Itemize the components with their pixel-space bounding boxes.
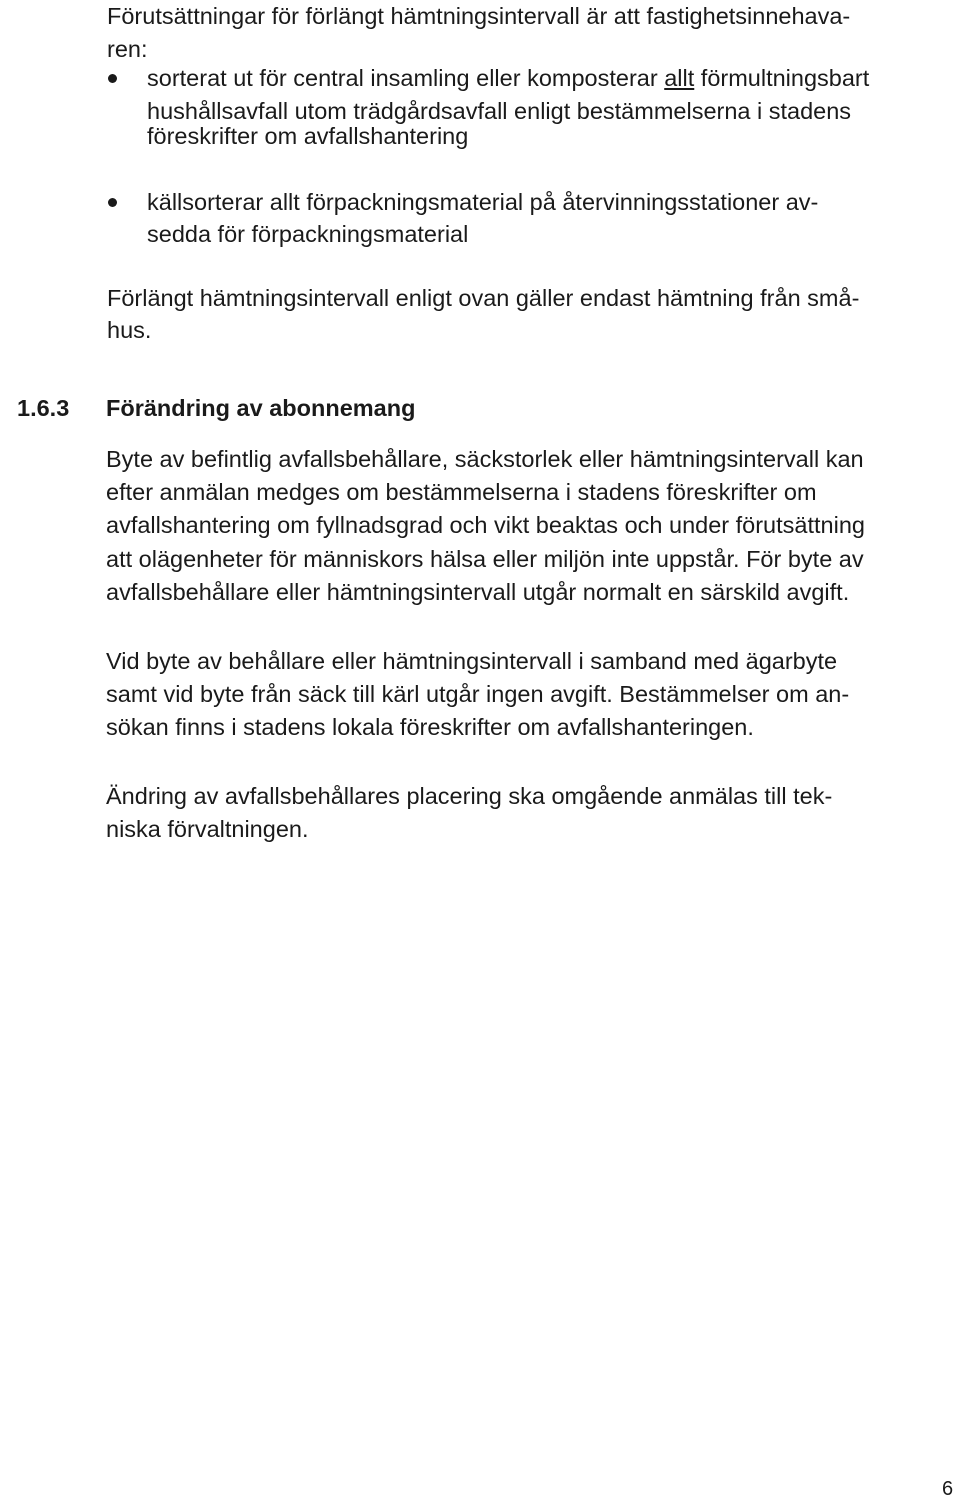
section-title: Förändring av abonnemang <box>106 395 416 421</box>
bullet-1-underlined-word: allt <box>664 65 695 91</box>
paragraph-1-line-5: avfallsbehållare eller hämtningsintervall utgår normalt en särskild avgift. <box>106 579 850 605</box>
bullet-1-line-1a: sorterat ut för central insamling eller komposterar <box>147 65 665 91</box>
bullet-1-line-1 <box>147 62 869 95</box>
paragraph-2-line-3: sökan finns i stadens lokala föreskrifter om avfallshanteringen. <box>106 714 754 740</box>
bullet-dot-icon <box>108 74 117 83</box>
note-line-1: Förlängt hämtningsintervall enligt ovan gäller endast hämtning från små- <box>107 285 860 311</box>
paragraph-3-line-1: Ändring av avfallsbehållares placering ska omgående anmälas till tek- <box>106 783 833 809</box>
intro-line-2: ren: <box>107 36 148 62</box>
note-line-2: hus. <box>107 317 152 343</box>
paragraph-1-line-1: Byte av befintlig avfallsbehållare, säckstorlek eller hämtningsintervall kan <box>106 446 864 472</box>
bullet-dot-icon <box>108 198 117 207</box>
paragraph-2-line-1: Vid byte av behållare eller hämtningsintervall i samband med ägarbyte <box>106 648 838 674</box>
bullet-1-line-2: hushållsavfall utom trädgårdsavfall enligt bestämmelserna i stadens <box>147 98 852 124</box>
intro-line-1: Förutsättningar för förlängt hämtningsintervall är att fastighetsinnehava- <box>107 3 851 29</box>
bullet-1-line-1c: förmultningsbart <box>694 65 870 91</box>
bullet-1-line-3: föreskrifter om avfallshantering <box>147 123 469 149</box>
paragraph-2-line-2: samt vid byte från säck till kärl utgår ingen avgift. Bestämmelser om an- <box>106 681 850 707</box>
paragraph-1-line-2: efter anmälan medges om bestämmelserna i stadens föreskrifter om <box>106 479 817 505</box>
section-number: 1.6.3 <box>17 395 70 421</box>
bullet-2-line-1: källsorterar allt förpackningsmaterial på återvinningsstationer av- <box>147 189 819 215</box>
paragraph-1-line-3: avfallshantering om fyllnadsgrad och vikt beaktas och under förutsättning <box>106 512 865 538</box>
page-number: 6 <box>942 1478 954 1500</box>
paragraph-1-line-4: att olägenheter för människors hälsa eller miljön inte uppstår. För byte av <box>106 546 864 572</box>
bullet-2-line-2: sedda för förpackningsmaterial <box>147 221 469 247</box>
paragraph-3-line-2: niska förvaltningen. <box>106 816 309 842</box>
